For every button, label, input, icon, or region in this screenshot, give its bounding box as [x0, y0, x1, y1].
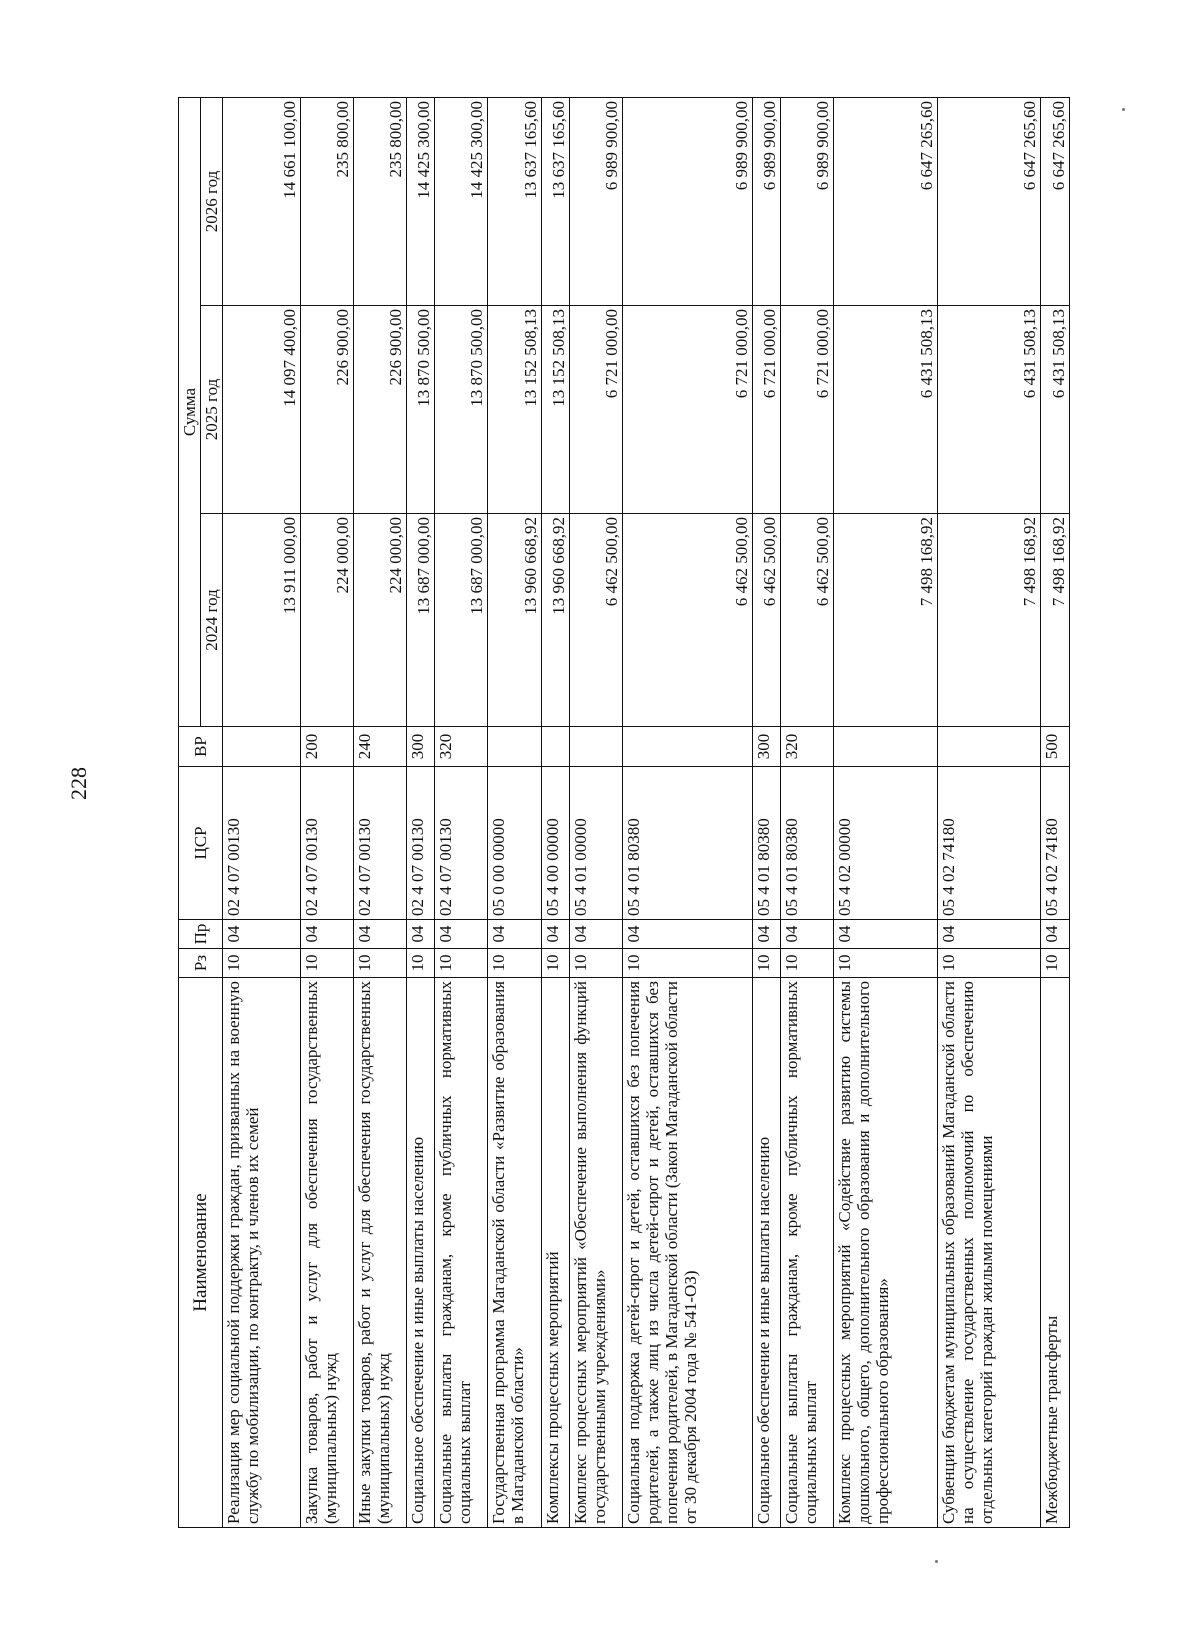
cell-amount-2025: 6 721 000,00: [570, 306, 623, 514]
cell-rz: 10: [834, 949, 938, 978]
cell-vr: [223, 727, 301, 767]
cell-amount-2026: 13 637 165,60: [541, 97, 569, 305]
cell-amount-2026: 14 425 300,00: [435, 97, 488, 305]
rotated-page-content: [178, 98, 1070, 1528]
cell-name: Субвенции бюджетам муниципальных образований Магаданской области на осуществление государственных полномочий по обеспечению отдельных категорий граждан жилыми помещениями: [937, 978, 1041, 1528]
budget-table: [178, 97, 1070, 1528]
table-row: [781, 97, 834, 1527]
cell-csr: 05 4 01 80380: [752, 767, 780, 920]
cell-csr: 02 4 07 00130: [223, 767, 301, 920]
cell-csr: 05 4 02 74180: [937, 767, 1041, 920]
cell-amount-2024: 13 687 000,00: [435, 514, 488, 727]
cell-amount-2025: 226 900,00: [300, 306, 353, 514]
cell-amount-2026: 6 647 265,60: [834, 97, 938, 305]
cell-rz: 10: [488, 949, 541, 978]
cell-vr: 320: [435, 727, 488, 767]
cell-pr: 04: [834, 920, 938, 949]
cell-name: Закупка товаров, работ и услуг для обеспечения государственных (муниципальных) нужд: [300, 978, 353, 1528]
scan-speck: [935, 1560, 938, 1563]
page-number: 228: [66, 767, 91, 800]
cell-amount-2025: 13 870 500,00: [435, 306, 488, 514]
table-row: [223, 97, 301, 1527]
cell-name: Реализация мер социальной поддержки граждан, призванных на военную службу по мобилизации, по контракту, и членов их семей: [223, 978, 301, 1528]
cell-vr: [834, 727, 938, 767]
cell-rz: 10: [406, 949, 434, 978]
cell-rz: 10: [781, 949, 834, 978]
cell-amount-2026: 235 800,00: [300, 97, 353, 305]
cell-pr: 04: [353, 920, 406, 949]
table-row: [752, 97, 780, 1527]
cell-rz: 10: [570, 949, 623, 978]
cell-amount-2024: 13 687 000,00: [406, 514, 434, 727]
cell-name: Комплекс процессных мероприятий «Обеспечение выполнения функций государственными учреждениями»: [570, 978, 623, 1528]
cell-pr: 04: [937, 920, 1041, 949]
table-row: [623, 97, 753, 1527]
cell-name: Иные закупки товаров, работ и услуг для обеспечения государственных (муниципальных) нужд: [353, 978, 406, 1528]
cell-amount-2024: 7 498 168,92: [1041, 514, 1070, 727]
cell-vr: [488, 727, 541, 767]
cell-pr: 04: [570, 920, 623, 949]
cell-amount-2026: 6 647 265,60: [937, 97, 1041, 305]
cell-rz: 10: [1041, 949, 1070, 978]
table-row: [353, 97, 406, 1527]
cell-vr: 500: [1041, 727, 1070, 767]
cell-amount-2026: 235 800,00: [353, 97, 406, 305]
cell-amount-2025: 13 152 508,13: [541, 306, 569, 514]
cell-vr: 200: [300, 727, 353, 767]
cell-csr: 02 4 07 00130: [406, 767, 434, 920]
table-row: [300, 97, 353, 1527]
cell-amount-2024: 7 498 168,92: [834, 514, 938, 727]
budget-table-body: [223, 97, 1070, 1527]
header-rz: Рз: [179, 949, 223, 978]
header-pr: Пр: [179, 920, 223, 949]
header-name: Наименование: [179, 978, 223, 1528]
cell-name: Социальная поддержка детей-сирот и детей, оставшихся без попечения родителей, а также лиц из числа детей-сирот и детей, оставшихся без попечения родителей, в Магаданской области (Закон Магаданской области от 30 декабря 2004 года № 541-ОЗ): [623, 978, 753, 1528]
cell-rz: 10: [435, 949, 488, 978]
cell-amount-2024: 224 000,00: [353, 514, 406, 727]
cell-vr: [570, 727, 623, 767]
cell-rz: 10: [752, 949, 780, 978]
cell-amount-2025: 6 431 508,13: [937, 306, 1041, 514]
cell-amount-2026: 6 989 900,00: [781, 97, 834, 305]
cell-csr: 05 4 01 80380: [623, 767, 753, 920]
cell-csr: 05 4 01 00000: [570, 767, 623, 920]
cell-rz: 10: [623, 949, 753, 978]
cell-amount-2025: 6 721 000,00: [781, 306, 834, 514]
cell-amount-2024: 13 911 000,00: [223, 514, 301, 727]
cell-amount-2026: 6 989 900,00: [623, 97, 753, 305]
cell-name: Комплексы процессных мероприятий: [541, 978, 569, 1528]
cell-name: Межбюджетные трансферты: [1041, 978, 1070, 1528]
cell-pr: 04: [623, 920, 753, 949]
cell-amount-2024: 13 960 668,92: [488, 514, 541, 727]
table-row: [937, 97, 1041, 1527]
cell-pr: 04: [435, 920, 488, 949]
cell-vr: 300: [406, 727, 434, 767]
cell-vr: [623, 727, 753, 767]
cell-name: Социальное обеспечение и иные выплаты населению: [406, 978, 434, 1528]
cell-csr: 05 4 02 00000: [834, 767, 938, 920]
cell-csr: 02 4 07 00130: [435, 767, 488, 920]
table-row: [406, 97, 434, 1527]
cell-amount-2025: 13 152 508,13: [488, 306, 541, 514]
cell-amount-2025: 13 870 500,00: [406, 306, 434, 514]
cell-vr: 300: [752, 727, 780, 767]
table-row: [488, 97, 541, 1527]
table-row: [834, 97, 938, 1527]
header-year-2026: 2026 год: [201, 97, 223, 305]
cell-vr: [937, 727, 1041, 767]
cell-amount-2026: 14 425 300,00: [406, 97, 434, 305]
cell-amount-2024: 6 462 500,00: [570, 514, 623, 727]
cell-name: Социальное обеспечение и иные выплаты населению: [752, 978, 780, 1528]
cell-amount-2025: 6 431 508,13: [1041, 306, 1070, 514]
cell-csr: 05 4 00 00000: [541, 767, 569, 920]
cell-csr: 05 4 01 80380: [781, 767, 834, 920]
cell-rz: 10: [937, 949, 1041, 978]
cell-amount-2025: 6 721 000,00: [623, 306, 753, 514]
cell-amount-2024: 13 960 668,92: [541, 514, 569, 727]
cell-amount-2026: 14 661 100,00: [223, 97, 301, 305]
header-csr: ЦСР: [179, 767, 223, 920]
cell-csr: 02 4 07 00130: [353, 767, 406, 920]
header-year-2024: 2024 год: [201, 514, 223, 727]
cell-pr: 04: [752, 920, 780, 949]
cell-rz: 10: [541, 949, 569, 978]
cell-pr: 04: [406, 920, 434, 949]
cell-rz: 10: [223, 949, 301, 978]
header-sum: Сумма: [179, 97, 201, 726]
scan-speck: [1122, 108, 1125, 111]
cell-pr: 04: [223, 920, 301, 949]
cell-csr: 02 4 07 00130: [300, 767, 353, 920]
cell-rz: 10: [353, 949, 406, 978]
cell-amount-2025: 226 900,00: [353, 306, 406, 514]
cell-pr: 04: [541, 920, 569, 949]
cell-amount-2025: 6 431 508,13: [834, 306, 938, 514]
cell-amount-2024: 6 462 500,00: [752, 514, 780, 727]
table-row: [1041, 97, 1070, 1527]
cell-name: Социальные выплаты гражданам, кроме публичных нормативных социальных выплат: [435, 978, 488, 1528]
cell-vr: 320: [781, 727, 834, 767]
cell-amount-2024: 224 000,00: [300, 514, 353, 727]
cell-vr: [541, 727, 569, 767]
cell-rz: 10: [300, 949, 353, 978]
cell-amount-2026: 6 989 900,00: [752, 97, 780, 305]
table-row: [570, 97, 623, 1527]
cell-pr: 04: [781, 920, 834, 949]
header-vr: ВР: [179, 727, 223, 767]
cell-name: Комплекс процессных мероприятий «Содействие развитию системы дошкольного, общего, дополнительного образования и дополнительного профессионального образования»: [834, 978, 938, 1528]
cell-pr: 04: [488, 920, 541, 949]
cell-amount-2025: 6 721 000,00: [752, 306, 780, 514]
cell-amount-2026: 6 647 265,60: [1041, 97, 1070, 305]
table-row: [435, 97, 488, 1527]
table-row: [541, 97, 569, 1527]
cell-amount-2024: 6 462 500,00: [781, 514, 834, 727]
cell-amount-2026: 13 637 165,60: [488, 97, 541, 305]
header-year-2025: 2025 год: [201, 306, 223, 514]
cell-name: Государственная программа Магаданской области «Развитие образования в Магаданской области»: [488, 978, 541, 1528]
cell-amount-2025: 14 097 400,00: [223, 306, 301, 514]
cell-vr: 240: [353, 727, 406, 767]
cell-amount-2024: 7 498 168,92: [937, 514, 1041, 727]
cell-csr: 05 4 02 74180: [1041, 767, 1070, 920]
cell-pr: 04: [300, 920, 353, 949]
cell-amount-2024: 6 462 500,00: [623, 514, 753, 727]
cell-pr: 04: [1041, 920, 1070, 949]
cell-csr: 05 0 00 00000: [488, 767, 541, 920]
cell-amount-2026: 6 989 900,00: [570, 97, 623, 305]
cell-name: Социальные выплаты гражданам, кроме публичных нормативных социальных выплат: [781, 978, 834, 1528]
